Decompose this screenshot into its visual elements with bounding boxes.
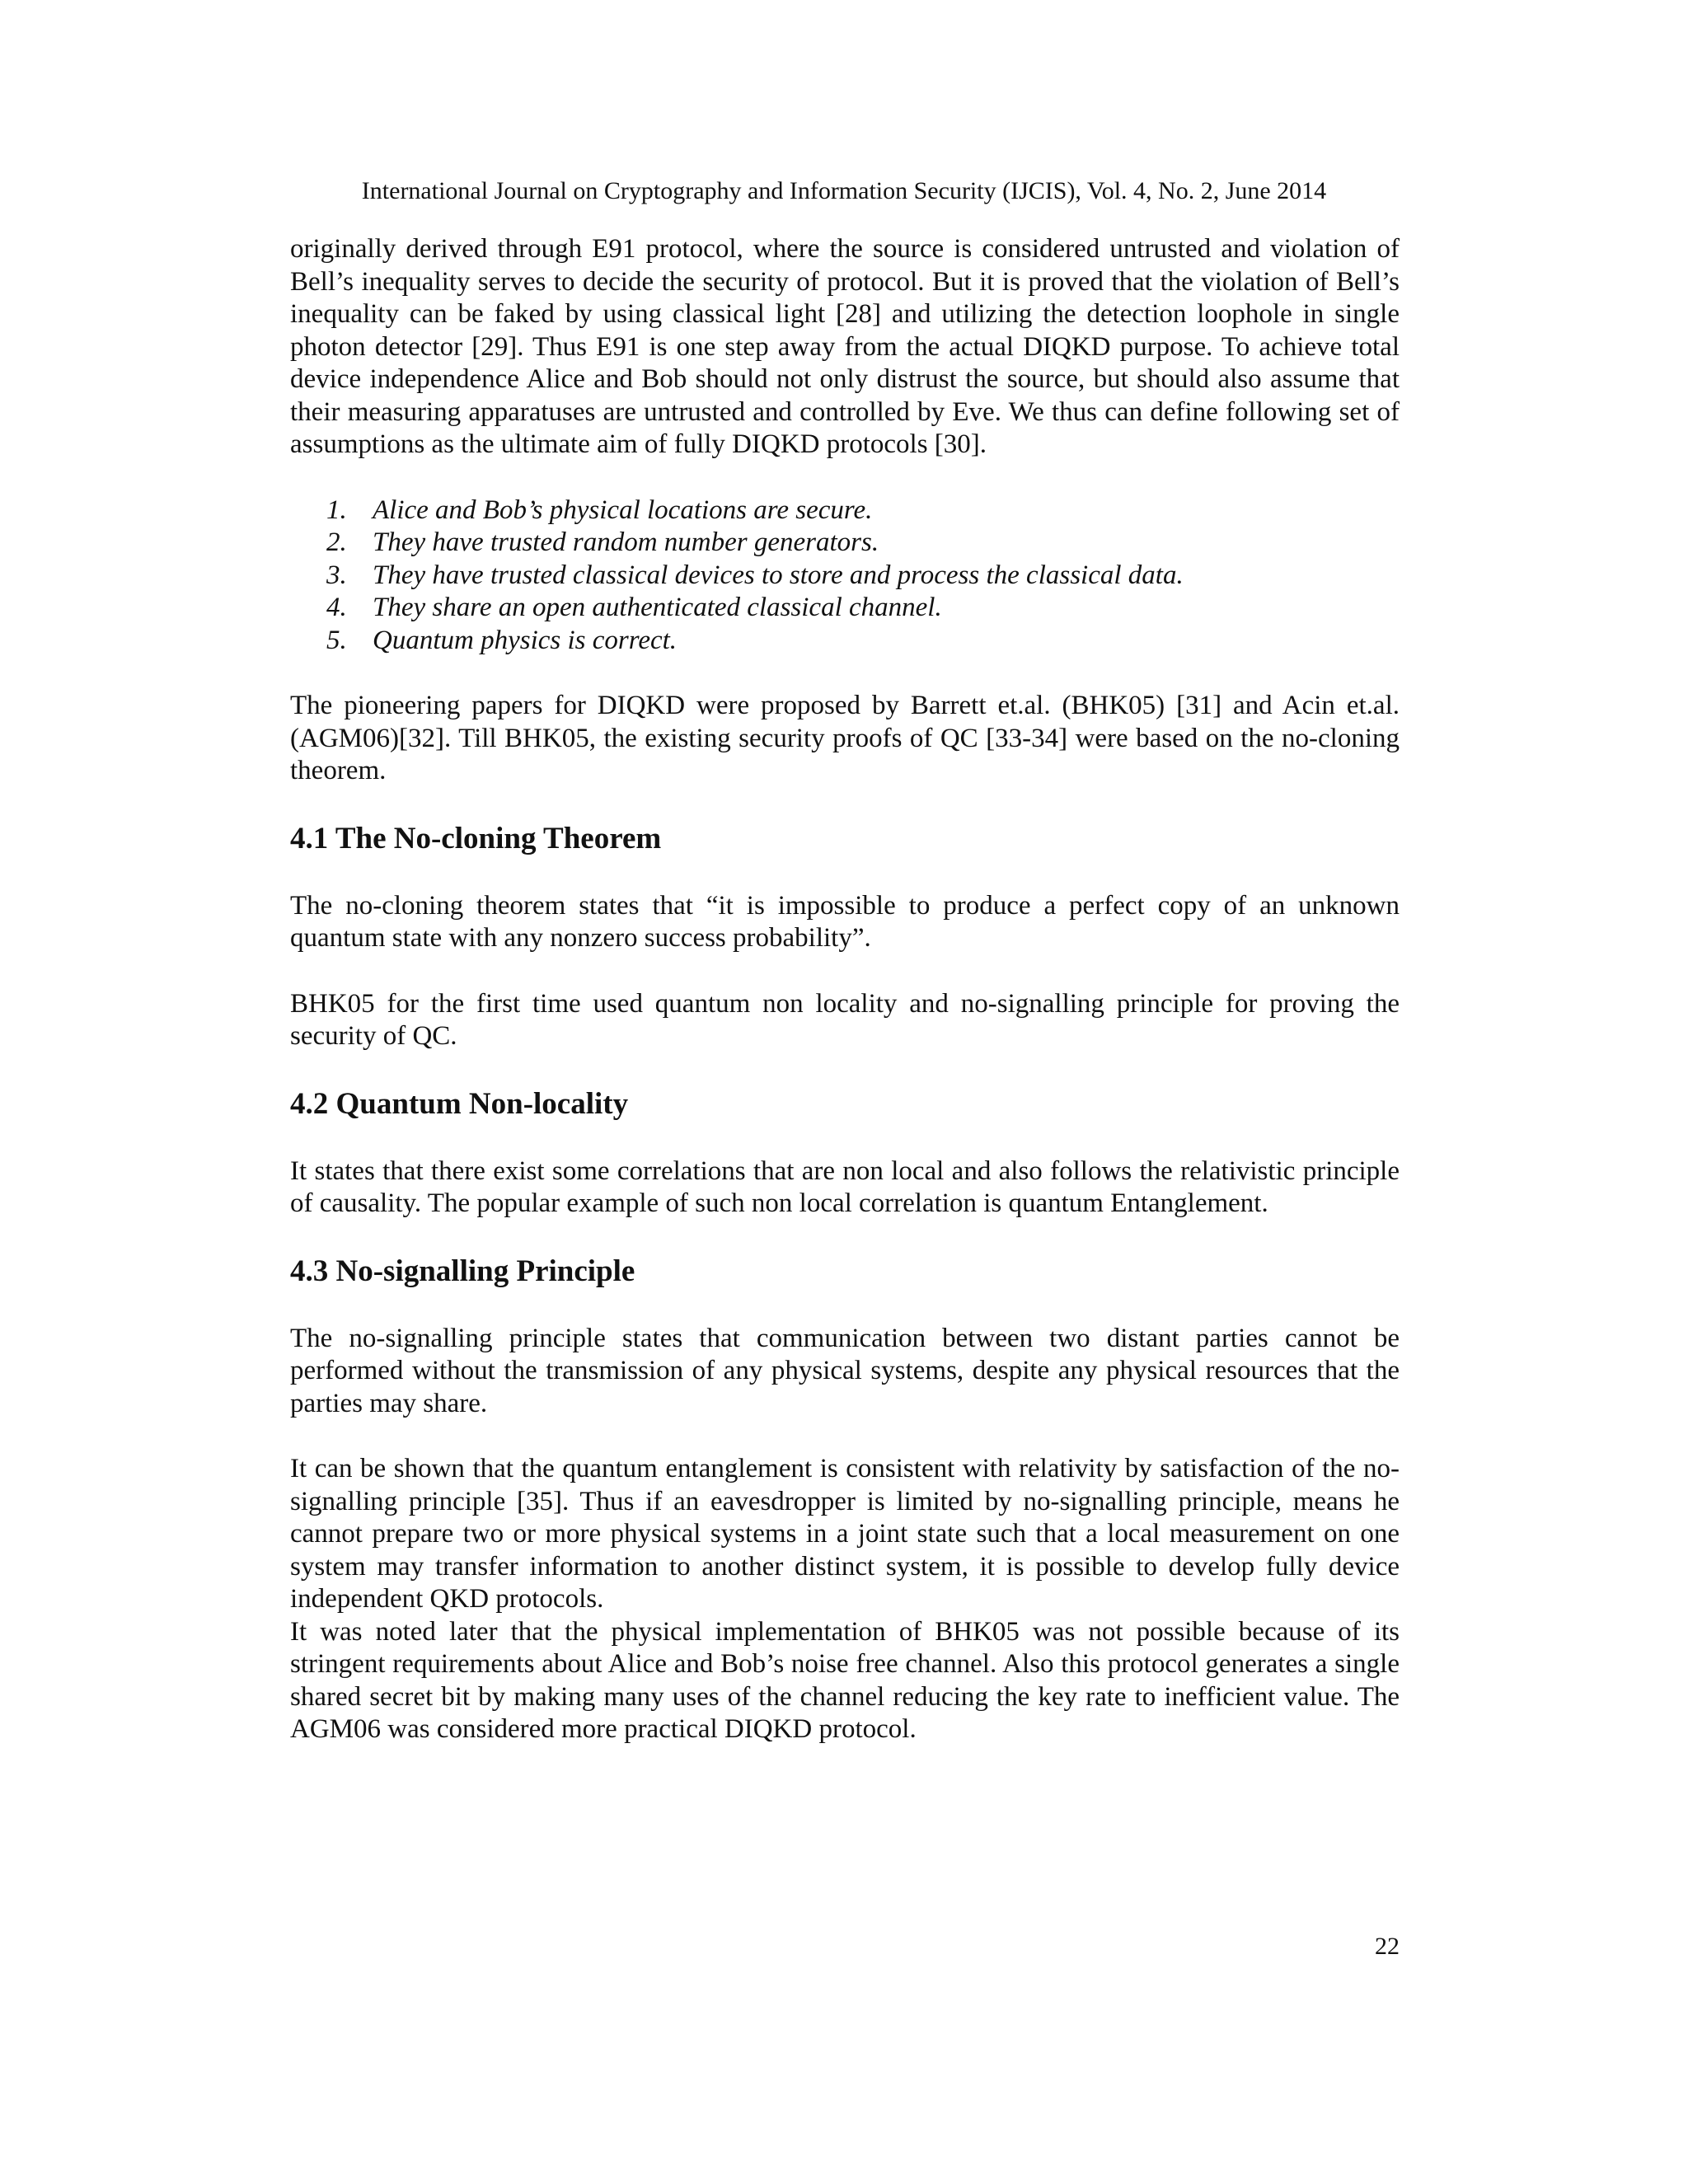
paragraph-no-signalling: The no-signalling principle states that communication between two distant parties cannot be performed without the transmission of any physical systems, despite any physical resources that the parties may share.	[290, 1323, 1400, 1418]
assumptions-list	[290, 494, 1400, 658]
list-item: 4. They share an open authenticated classical channel.	[326, 593, 942, 622]
list-item: 3. They have trusted classical devices to store and process the classical data.	[326, 560, 1184, 590]
list-item: 5. Quantum physics is correct.	[326, 625, 678, 655]
list-item: 2. They have trusted random number generators.	[326, 527, 879, 557]
body-content	[290, 233, 1400, 1746]
paragraph-entanglement: It can be shown that the quantum entanglement is consistent with relativity by satisfaction of the no-signalling principle [35]. Thus if an eavesdropper is limited by no-signalling principle, means he cannot prepare two or more physical systems in a joint state such that a local measurement on one system may transfer information to another distinct system, it is possible to develop fully device independent QKD protocols.	[290, 1454, 1400, 1614]
running-header: International Journal on Cryptography and Information Security (IJCIS), Vol. 4, No. 2, June 2014	[361, 177, 1327, 204]
paragraph-no-cloning: The no-cloning theorem states that “it is impossible to produce a perfect copy of an unknown quantum state with any nonzero success probability”.	[290, 890, 1400, 953]
section-heading-no-cloning: 4.1 The No-cloning Theorem	[290, 821, 662, 855]
paragraph-non-locality: It states that there exist some correlations that are non local and also follows the relativistic principle of causality. The popular example of such non local correlation is quantum Entanglement.	[290, 1155, 1400, 1218]
section-heading-no-signalling: 4.3 No-signalling Principle	[290, 1254, 635, 1288]
list-item: 1. Alice and Bob’s physical locations are secure.	[326, 494, 873, 525]
paragraph-bhk05: BHK05 for the first time used quantum non locality and no-signalling principle for proving the security of QC.	[290, 988, 1400, 1051]
section-heading-non-locality: 4.2 Quantum Non-locality	[290, 1086, 629, 1121]
paragraph-pioneering: The pioneering papers for DIQKD were proposed by Barrett et.al. (BHK05) [31] and Acin et.al. (AGM06)[32]. Till BHK05, the existing security proofs of QC [33-34] were based on the no-cloning theorem.	[290, 691, 1400, 785]
page-number: 22	[1375, 1933, 1400, 1960]
paragraph-implementation: It was noted later that the physical implementation of BHK05 was not possible because of its stringent requirements about Alice and Bob’s noise free channel. Also this protocol generates a single shared secret bit by making many uses of the channel reducing the key rate to inefficient value. The AGM06 was considered more practical DIQKD protocol.	[290, 1616, 1400, 1744]
paragraph-intro: originally derived through E91 protocol, where the source is considered untrusted and violation of Bell’s inequality serves to decide the security of protocol. But it is proved that the violation of Bell’s inequality can be faked by using classical light [28] and utilizing the detection loophole in single photon detector [29]. Thus E91 is one step away from the actual DIQKD purpose. To achieve total device independence Alice and Bob should not only distrust the source, but should also assume that their measuring apparatuses are untrusted and controlled by Eve. We thus can define following set of assumptions as the ultimate aim of fully DIQKD protocols [30].	[290, 234, 1400, 459]
